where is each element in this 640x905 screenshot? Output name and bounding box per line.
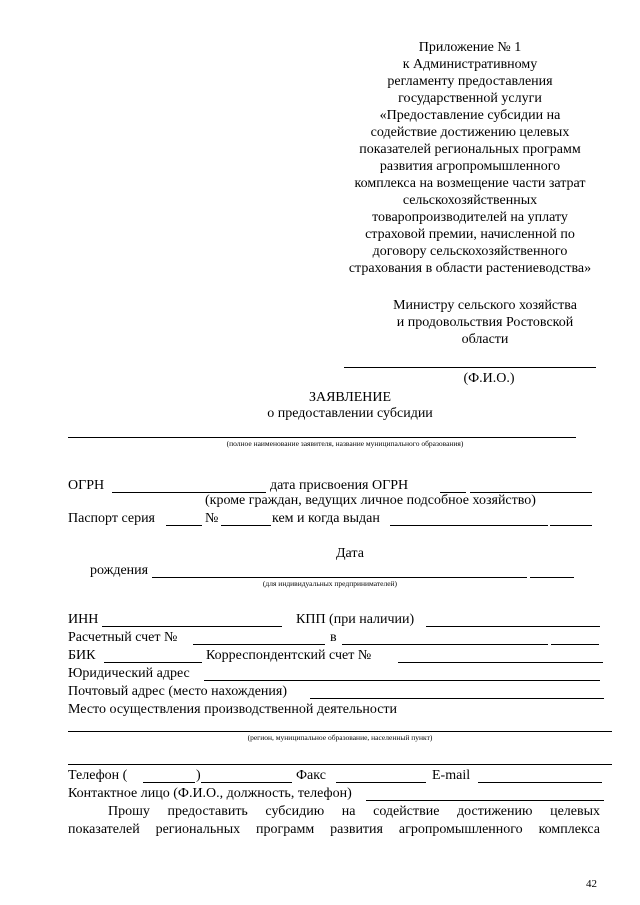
bik-label: БИК <box>68 648 96 663</box>
addressee-line-3: области <box>461 332 509 347</box>
request-line-2: показателей региональных программ развития агропромышленного комплекса <box>68 822 600 837</box>
applicant-name-caption: (полное наименование заявителя, название муниципального образования) <box>226 439 464 448</box>
fax-line[interactable] <box>336 782 426 783</box>
phone-code-line[interactable] <box>143 782 195 783</box>
page-number: 42 <box>586 878 597 890</box>
appendix-line-1: Приложение № 1 <box>418 40 522 55</box>
account-in-label: в <box>330 630 337 645</box>
appendix-line-12: страховой премии, начисленной по <box>365 227 575 242</box>
appendix-line-14: страхования в области растениеводства» <box>348 261 592 276</box>
kpp-line[interactable] <box>426 626 600 627</box>
phone-number-line[interactable] <box>201 782 292 783</box>
appendix-line-9: комплекса на возмещение части затрат <box>354 176 586 191</box>
appendix-line-4: государственной услуги <box>398 91 542 106</box>
inn-line[interactable] <box>102 626 282 627</box>
fax-label: Факс <box>296 768 326 783</box>
appendix-line-10: сельскохозяйственных <box>402 193 538 208</box>
passport-issued-line-1[interactable] <box>390 525 548 526</box>
activity-place-line[interactable] <box>68 731 612 732</box>
birth-date-label: Дата <box>336 546 364 561</box>
bank-line-2[interactable] <box>551 644 599 645</box>
passport-issued-label: кем и когда выдан <box>272 511 380 526</box>
passport-series-label: Паспорт серия <box>68 511 155 526</box>
ogrn-date-label: дата присвоения ОГРН <box>270 478 409 493</box>
birth-caption: (для индивидуальных предпринимателей) <box>262 579 398 588</box>
contact-person-label: Контактное лицо (Ф.И.О., должность, телефон) <box>68 786 352 801</box>
passport-series-line[interactable] <box>166 525 202 526</box>
fio-label: (Ф.И.О.) <box>463 371 515 386</box>
postal-address-label: Почтовый адрес (место нахождения) <box>68 684 287 699</box>
activity-place-label: Место осуществления производственной деятельности <box>68 702 398 717</box>
phone-label: Телефон ( <box>68 768 128 783</box>
applicant-name-line <box>68 437 576 438</box>
document-subtitle: о предоставлении субсидии <box>267 406 433 421</box>
account-line[interactable] <box>193 644 325 645</box>
inn-label: ИНН <box>68 612 99 627</box>
appendix-line-11: товаропроизводителей на уплату <box>372 210 568 225</box>
appendix-line-5: «Предоставление субсидии на <box>379 108 561 123</box>
email-label: E-mail <box>432 768 471 783</box>
corr-account-label: Корреспондентский счет № <box>206 648 372 663</box>
appendix-line-8: развития агропромышленного <box>379 159 561 174</box>
appendix-line-13: договору сельскохозяйственного <box>372 244 568 259</box>
ogrn-label: ОГРН <box>68 478 105 493</box>
ogrn-note: (кроме граждан, ведущих личное подсобное хозяйство) <box>205 493 536 508</box>
bank-line-1[interactable] <box>342 644 548 645</box>
birth-line-2[interactable] <box>530 577 574 578</box>
kpp-label: КПП (при наличии) <box>296 612 415 627</box>
passport-issued-line-2[interactable] <box>550 525 592 526</box>
appendix-line-7: показателей региональных программ <box>359 142 581 157</box>
appendix-line-6: содействие достижению целевых <box>370 125 570 140</box>
postal-address-line[interactable] <box>310 698 604 699</box>
birth-label: рождения <box>90 563 149 578</box>
account-label: Расчетный счет № <box>68 630 178 645</box>
passport-number-label: № <box>205 511 219 526</box>
request-line-1: Прошу предоставить субсидию на содействие достижению целевых <box>108 804 600 819</box>
appendix-line-3: регламенту предоставления <box>387 74 553 89</box>
fio-signature-line <box>344 367 596 368</box>
document-title: ЗАЯВЛЕНИЕ <box>308 390 392 405</box>
addressee-line-1: Министру сельского хозяйства <box>393 298 577 313</box>
activity-place-caption: (регион, муниципальное образование, населенный пункт) <box>247 733 433 742</box>
corr-account-line[interactable] <box>398 662 603 663</box>
contact-person-line[interactable] <box>366 800 604 801</box>
appendix-line-2: к Административному <box>402 57 538 72</box>
bik-line[interactable] <box>104 662 202 663</box>
birth-line-1[interactable] <box>152 577 527 578</box>
passport-number-line[interactable] <box>221 525 271 526</box>
addressee-line-2: и продовольствия Ростовской <box>396 315 574 330</box>
extra-line[interactable] <box>68 764 612 765</box>
phone-close: ) <box>196 768 201 783</box>
email-line[interactable] <box>478 782 602 783</box>
legal-address-label: Юридический адрес <box>68 666 190 681</box>
legal-address-line[interactable] <box>204 680 600 681</box>
